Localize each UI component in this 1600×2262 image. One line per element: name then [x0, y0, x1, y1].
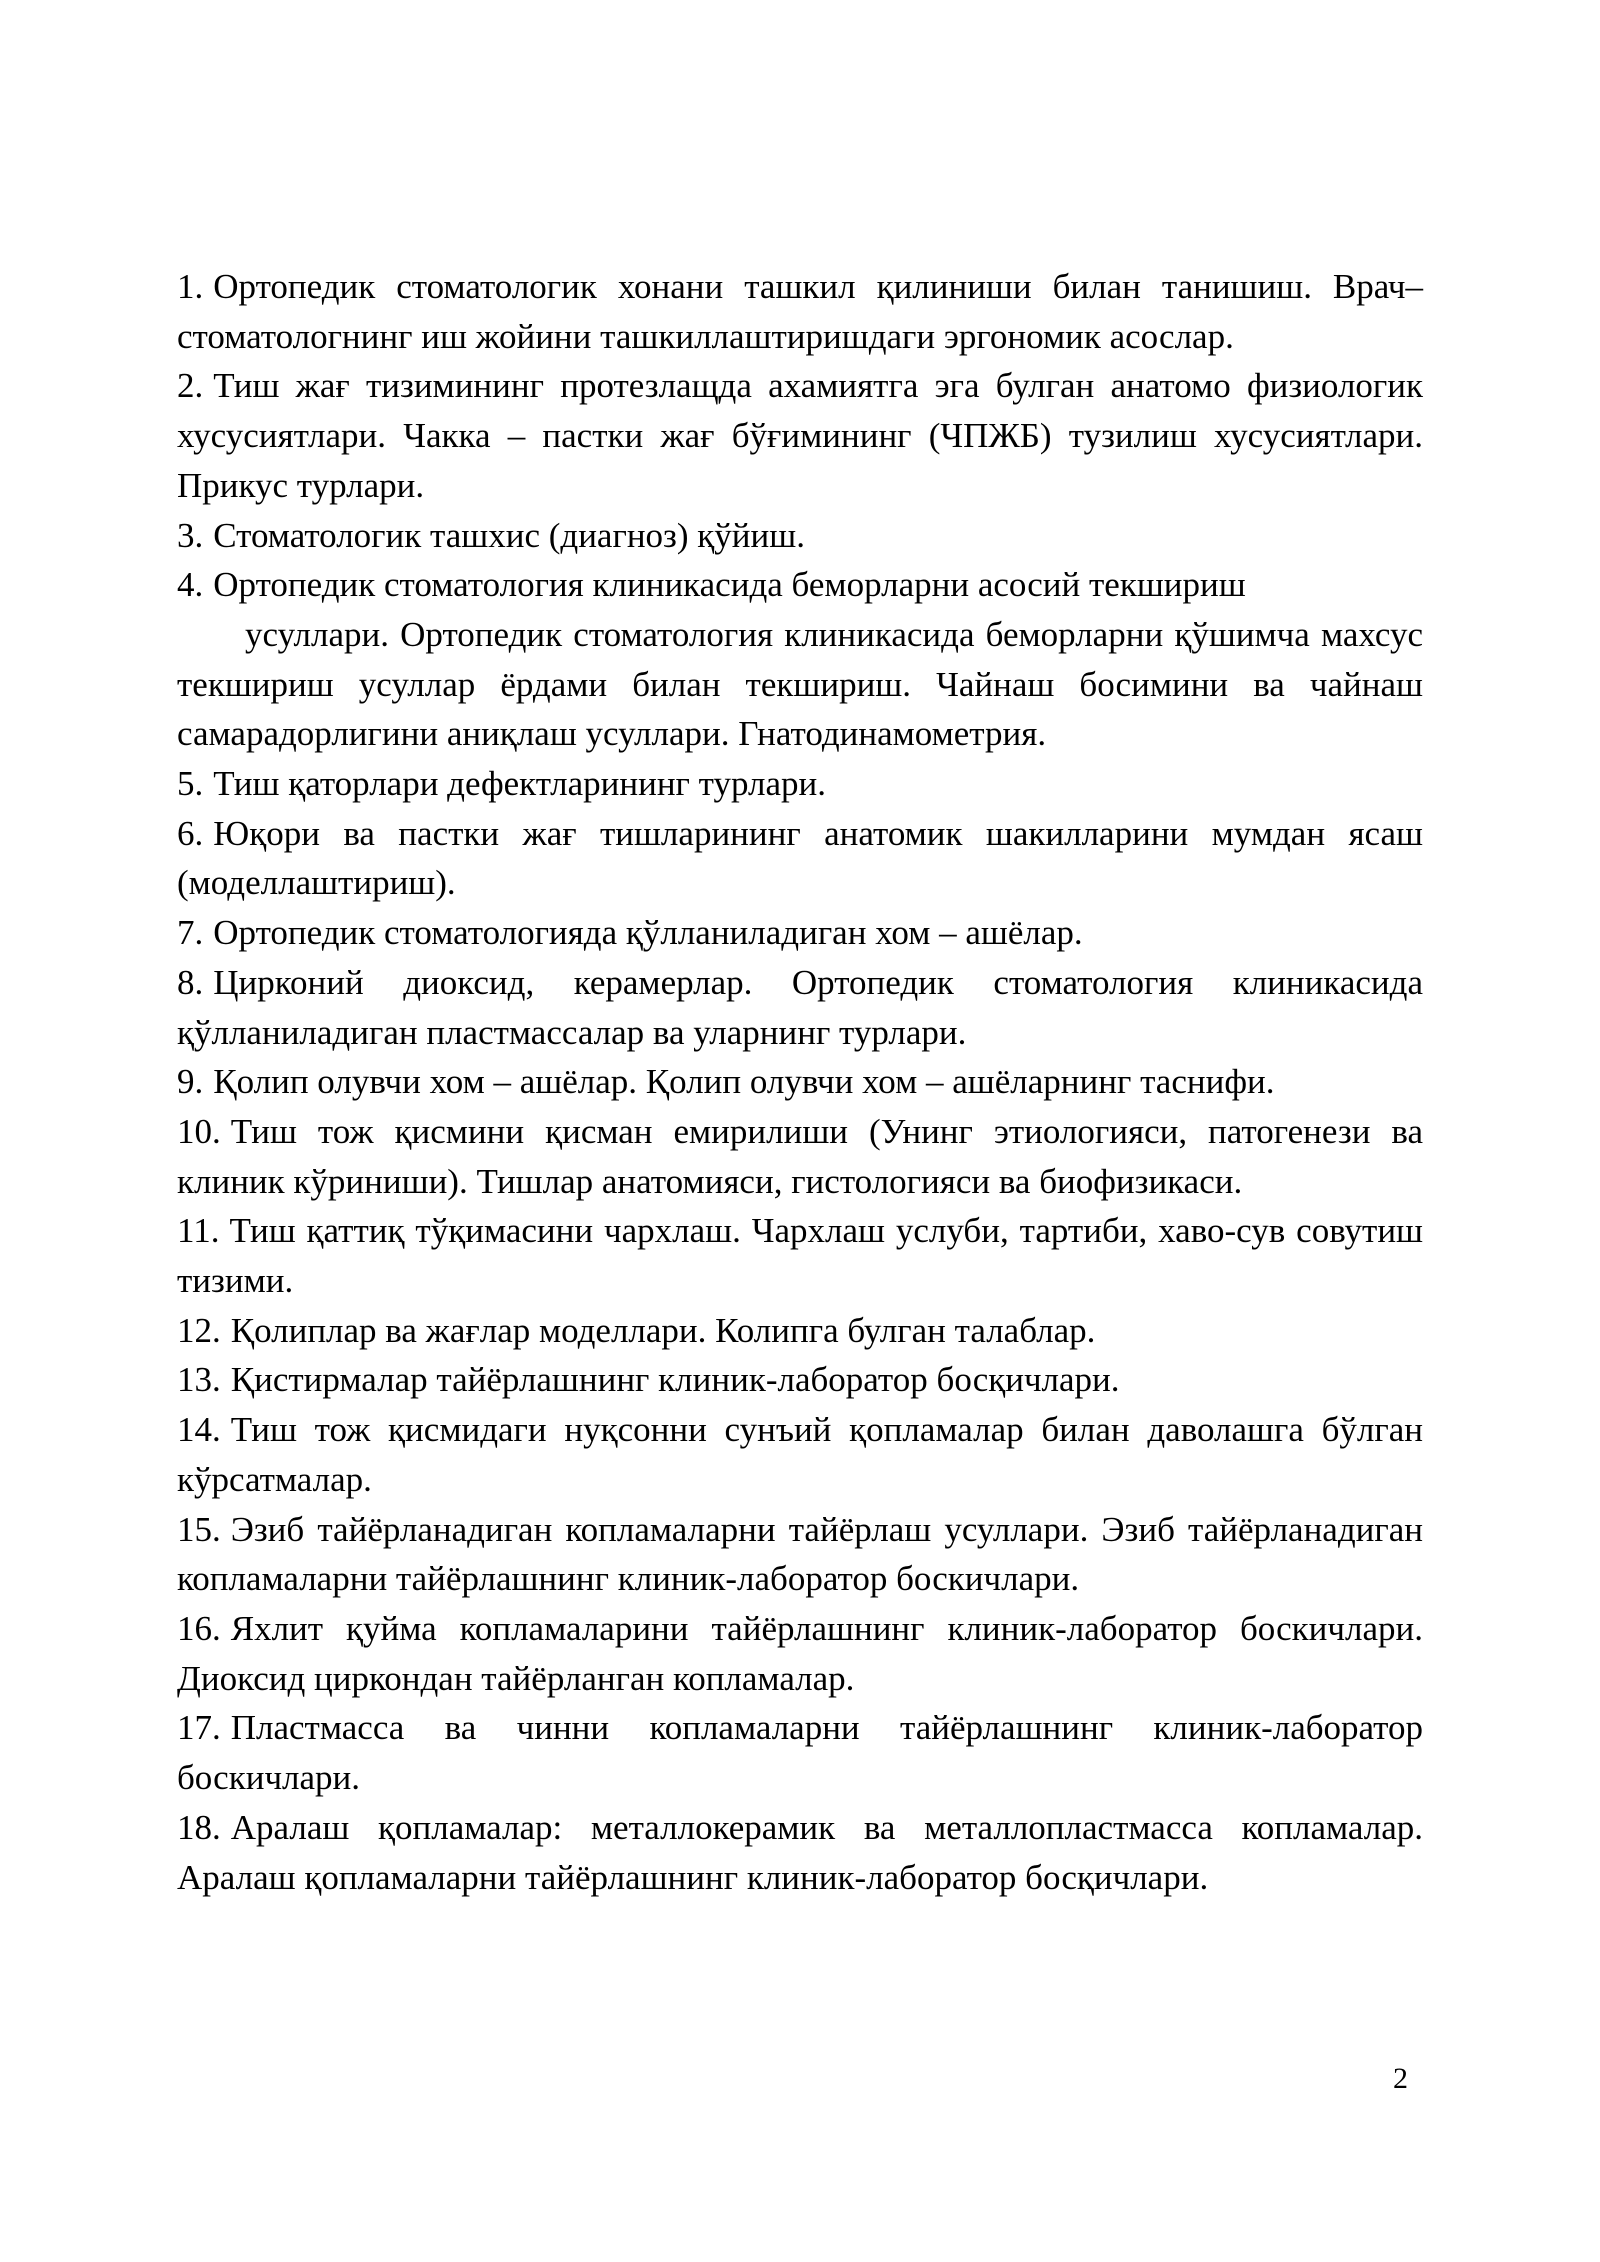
page-number: 2: [1393, 2062, 1408, 2095]
list-item: [177, 958, 1423, 1057]
item-text: Тиш жағ тизимининг протезлащда ахамиятга эга булган анатомо физиологик хусусиятлари. Чакка – пастки жағ бўғимининг (ЧПЖБ) тузилиш хусусиятлари. Прикус турлари.: [177, 366, 1423, 505]
item-text: Стоматологик ташхис (диагноз) қўйиш.: [213, 515, 805, 555]
item-number: 8.: [177, 962, 204, 1002]
item-text: Қистирмалар тайёрлашнинг клиник-лаборатор босқичлари.: [230, 1360, 1120, 1400]
item-text: Тиш қаторлари дефектларининг турлари.: [213, 764, 827, 804]
item-number: 11.: [177, 1211, 220, 1251]
item-text: Аралаш қопламалар: металлокерамик ва металлопластмасса копламалар. Аралаш қопламаларни тайёрлашнинг клиник-лаборатор босқичлари.: [177, 1807, 1423, 1897]
list-item: [177, 1107, 1423, 1206]
item-number: 15.: [177, 1509, 221, 1549]
item-text: Юқори ва пастки жағ тишларининг анатомик шакилларини мумдан ясаш (моделлаштириш).: [177, 813, 1423, 903]
list-item: [177, 262, 1423, 361]
item-text: Яхлит қуйма копламаларини тайёрлашнинг клиник-лаборатор боскичлари. Диоксид циркондан тайёрланган копламалар.: [177, 1608, 1423, 1698]
item-number: 17.: [177, 1708, 221, 1748]
item-text: Қолип олувчи хом – ашёлар. Қолип олувчи хом – ашёларнинг таснифи.: [213, 1062, 1275, 1102]
list-item: [177, 1405, 1423, 1504]
item-text: Эзиб тайёрланадиган копламаларни тайёрлаш усуллари. Эзиб тайёрланадиган копламаларни тайёрлашнинг клиник-лаборатор боскичлари.: [177, 1509, 1423, 1599]
list-item: [177, 1306, 1423, 1356]
item-text-continued: усуллари. Ортопедик стоматология клиникасида беморларни қўшимча махсус текшириш усуллар ёрдами билан текшириш. Чайнаш босимини ва чайнаш самарадорлигини аниқлаш усуллари. Гнатодинамометрия.: [177, 614, 1423, 754]
item-number: 14.: [177, 1410, 221, 1450]
item-number: 9.: [177, 1062, 204, 1102]
item-number: 18.: [177, 1807, 221, 1847]
item-text: Тиш тож қисмидаги нуқсонни сунъий қопламалар билан даволашга бўлган кўрсатмалар.: [177, 1410, 1423, 1499]
item-number: 10.: [177, 1111, 221, 1151]
list-item: [177, 1206, 1423, 1305]
item-number: 4.: [177, 565, 204, 605]
item-number: 3.: [177, 515, 204, 555]
topic-list: [177, 262, 1423, 1902]
list-item: [177, 908, 1423, 958]
list-item: [177, 809, 1423, 908]
item-number: 6.: [177, 813, 204, 853]
item-number: 12.: [177, 1310, 221, 1350]
item-text: Ортопедик стоматология клиникасида беморларни асосий текшириш: [213, 565, 1246, 605]
item-text: Пластмасса ва чинни копламаларни тайёрлашнинг клиник-лаборатор боскичлари.: [177, 1708, 1423, 1798]
list-item: [177, 1505, 1423, 1604]
item-text: Ортопедик стоматологияда қўлланиладиган хом – ашёлар.: [213, 913, 1083, 953]
item-number: 1.: [177, 267, 204, 306]
list-item: [177, 1803, 1423, 1902]
list-item: [177, 560, 1423, 759]
item-number: 5.: [177, 764, 204, 804]
list-item: [177, 1355, 1423, 1405]
list-item: [177, 361, 1423, 510]
item-text: Цирконий диоксид, керамерлар. Ортопедик стоматология клиникасида қўлланиладиган пластмассалар ва уларнинг турлари.: [177, 962, 1423, 1052]
item-text: Тиш қаттиқ тўқимасини чархлаш. Чархлаш услуби, тартиби, хаво-сув совутиш тизими.: [177, 1211, 1423, 1301]
list-item: [177, 1703, 1423, 1802]
item-text: Тиш тож қисмини қисман емирилиши (Унинг этиологияси, патогенези ва клиник кўриниши). Тишлар анатомияси, гистологияси ва биофизикаси.: [177, 1111, 1423, 1201]
list-item: [177, 1604, 1423, 1703]
item-number: 7.: [177, 913, 204, 953]
item-number: 16.: [177, 1608, 221, 1648]
list-item: [177, 759, 1423, 809]
item-number: 13.: [177, 1360, 221, 1400]
item-number: 2.: [177, 366, 204, 406]
item-text: Қолиплар ва жағлар моделлари. Колипга булган талаблар.: [230, 1310, 1096, 1350]
list-item: [177, 511, 1423, 561]
list-item: [177, 1057, 1423, 1107]
item-text: Ортопедик стоматологик хонани ташкил қилиниши билан танишиш. Врач–стоматологнинг иш жойини ташкиллаштиришдаги эргономик асослар.: [177, 267, 1423, 356]
